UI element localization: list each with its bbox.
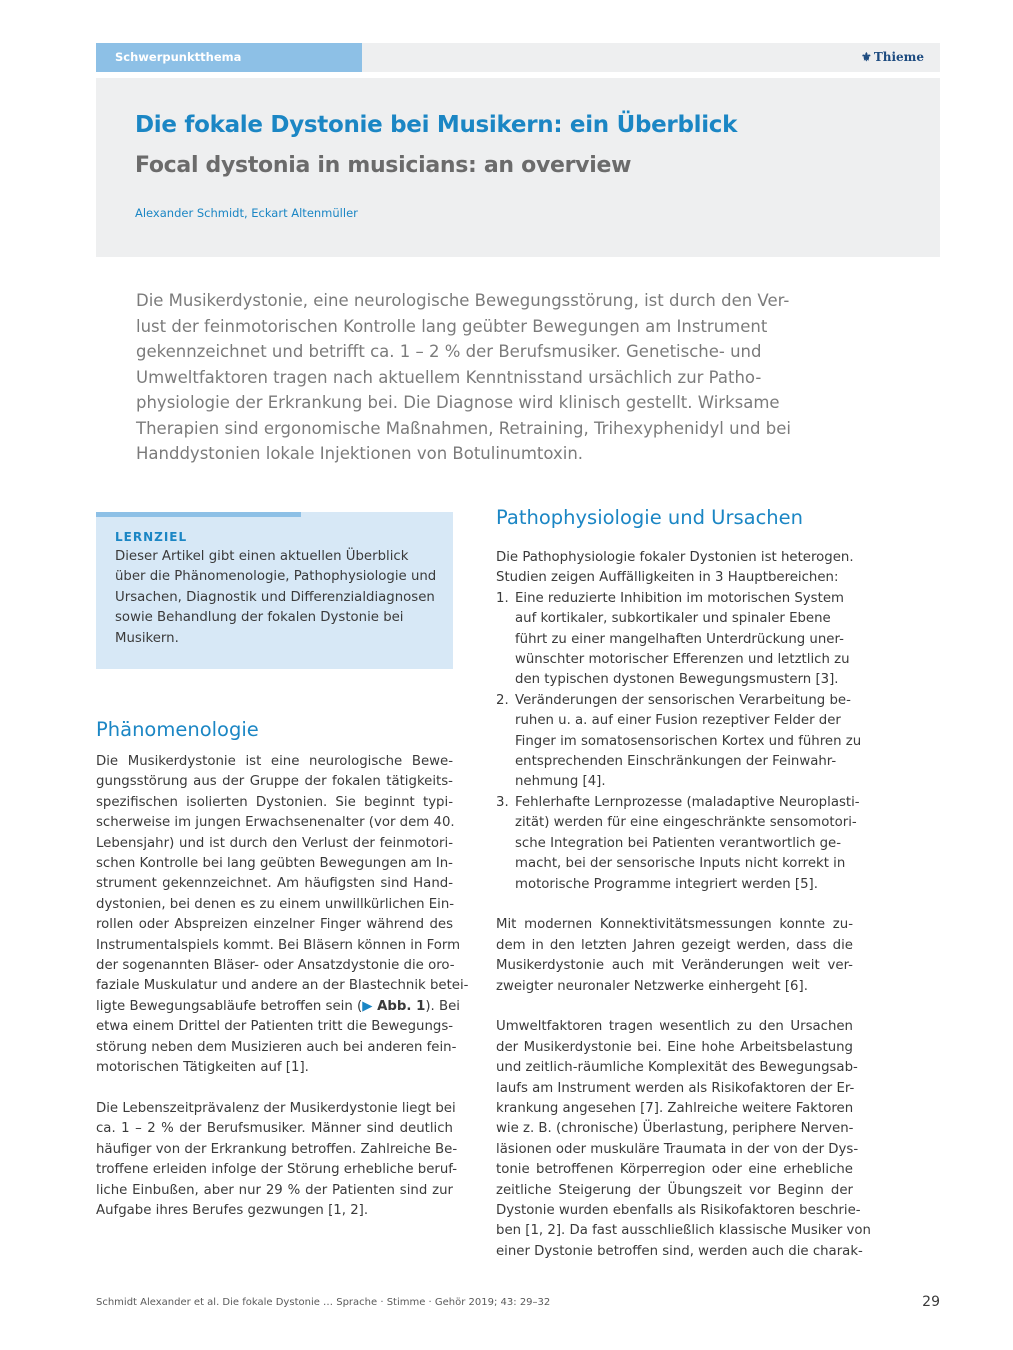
text-line: dem in den letzten Jahren gezeigt werden, dass die bbox=[496, 937, 853, 953]
text-line: sche Integration bei Patienten verantwortlich ge- bbox=[515, 835, 842, 851]
left-column-text bbox=[96, 752, 469, 1221]
text-line: der Musikerdystonie bei. Eine hohe Arbeitsbelastung bbox=[496, 1039, 853, 1055]
list-item-number: 2. bbox=[496, 692, 509, 708]
text-line: Studien zeigen Auffälligkeiten in 3 Hauptbereichen: bbox=[496, 570, 839, 586]
text-line: rollen oder Abspreizen einzelner Finger während des bbox=[96, 917, 453, 933]
header-bar bbox=[362, 43, 940, 72]
text-line: schen Kontrolle bei lang geübten Bewegungen am In- bbox=[96, 856, 453, 872]
text-line: laufs am Instrument werden als Risikofaktoren der Er- bbox=[496, 1080, 855, 1096]
text-line: faziale Muskulatur und andere an der Blastechnik betei- bbox=[96, 978, 469, 994]
arrow-right-icon: ▶ bbox=[362, 998, 373, 1014]
list-item bbox=[496, 589, 853, 691]
text-line: den typischen dystonen Bewegungsmustern [3]. bbox=[515, 672, 839, 688]
text-line: wünschter motorischer Efferenzen und letztlich zu bbox=[515, 652, 850, 668]
list-item-number: 3. bbox=[496, 794, 509, 810]
publisher-name: Thieme bbox=[873, 50, 924, 64]
text-line: dystonien, bei denen es zu einem unwillkürlichen Ein- bbox=[96, 896, 455, 912]
text-line: macht, bei der sensorische Inputs nicht korrekt in bbox=[515, 856, 846, 872]
text-line: störung neben dem Musizieren auch bei anderen fein- bbox=[96, 1039, 457, 1055]
text-line: etwa einem Drittel der Patienten tritt die Bewegungs- bbox=[96, 1019, 454, 1035]
text-line: führt zu einer mangelhaften Unterdrückung uner- bbox=[515, 631, 844, 647]
text-line: häufiger von der Erkrankung betroffen. Zahlreiche Be- bbox=[96, 1141, 458, 1157]
text-line: zität) werden für eine eingeschränkte sensomotori- bbox=[515, 815, 857, 831]
text-line: Handdystonien lokale Injektionen von Botulinumtoxin. bbox=[136, 444, 584, 463]
text-line: Die Lebenszeitprävalenz der Musikerdystonie liegt bei bbox=[96, 1100, 456, 1116]
right-column-text bbox=[496, 548, 871, 1262]
text-line: Eine reduzierte Inhibition im motorischen System bbox=[515, 590, 844, 606]
text-line: liche Einbußen, aber nur 29 % der Patienten sind zur bbox=[96, 1182, 453, 1198]
page-number: 29 bbox=[922, 1294, 940, 1310]
article-title-english: Focal dystonia in musicians: an overview bbox=[135, 153, 632, 178]
text-line: physiologie der Erkrankung bei. Die Diagnose wird klinisch gestellt. Wirksame bbox=[136, 393, 780, 412]
text-line: lust der feinmotorischen Kontrolle lang geübter Bewegungen am Instrument bbox=[136, 316, 768, 336]
text-line: Instrumentalspiels kommt. Bei Bläsern können in Form bbox=[96, 937, 461, 953]
text-line: Lebensjahr) und ist durch den Verlust der feinmotori- bbox=[96, 835, 453, 851]
text-line: der sogenannten Bläser- oder Ansatzdystonie die oro- bbox=[96, 958, 455, 974]
text-line: läsionen oder muskuläre Traumata in der von der Dys- bbox=[496, 1141, 859, 1157]
text-line: nehmung [4]. bbox=[515, 774, 606, 790]
text-line: Umweltfaktoren tragen wesentlich zu den Ursachen bbox=[496, 1019, 853, 1035]
text-line: Veränderungen der sensorischen Verarbeitung be- bbox=[515, 692, 851, 708]
text-line: krankung angesehen [7]. Zahlreiche weitere Faktoren bbox=[496, 1100, 854, 1116]
text-line: Dieser Artikel gibt einen aktuellen Überblick bbox=[115, 549, 409, 564]
list-item-number: 1. bbox=[496, 590, 509, 606]
text-line: Aufgabe ihres Berufes gezwungen [1, 2]. bbox=[96, 1202, 369, 1218]
text-line: ca. 1 – 2 % der Berufsmusiker. Männer sind deutlich bbox=[96, 1121, 453, 1137]
text-line: Die Musikerdystonie ist eine neurologische Bewe- bbox=[96, 754, 453, 769]
learning-goal-heading: LERNZIEL bbox=[115, 530, 188, 544]
text-line: einer Dystonie betroffen sind, werden auch die charak- bbox=[496, 1243, 863, 1259]
publisher-logo bbox=[861, 43, 924, 72]
text-line: motorische Programme integriert werden [5]. bbox=[515, 876, 818, 892]
text-line: zeitliche Steigerung der Übungszeit vor Beginn der bbox=[496, 1182, 853, 1198]
text-line: spezifischen isolierten Dystonien. Sie beginnt typi- bbox=[96, 794, 453, 810]
text-line: tonie betroffenen Körperregion oder eine erhebliche bbox=[496, 1162, 853, 1178]
text-line: Ursachen, Diagnostik und Differenzialdiagnosen bbox=[115, 589, 435, 605]
text-line: Musikerdystonie auch mit Veränderungen weit ver- bbox=[496, 958, 853, 974]
text-line: Dystonie wurden ebenfalls als Risikofaktoren beschrie- bbox=[496, 1202, 861, 1218]
text-line: ruhen u. a. auf einer Fusion rezeptiver Felder der bbox=[515, 713, 841, 729]
text-line: Mit modernen Konnektivitätsmessungen konnte zu- bbox=[496, 917, 853, 933]
text-line: entsprechenden Einschränkungen der Feinwahr- bbox=[515, 754, 837, 770]
title-block bbox=[96, 78, 940, 257]
learning-goal-box bbox=[96, 512, 453, 669]
section-heading-phaenomenologie: Phänomenologie bbox=[96, 718, 259, 741]
text-line: Umweltfaktoren tragen nach aktuellem Kenntnisstand ursächlich zur Patho- bbox=[136, 367, 762, 387]
text-line: zweigter neuronaler Netzwerke einhergeht [6]. bbox=[496, 978, 808, 994]
text-line: ligte Bewegungsabläufe betroffen sein (▶ Abb. 1). Bei bbox=[96, 998, 460, 1014]
text-line: Therapien sind ergonomische Maßnahmen, Retraining, Trihexyphenidyl und bei bbox=[136, 418, 791, 438]
text-line: gekennzeichnet und betrifft ca. 1 – 2 % der Berufsmusiker. Genetische- und bbox=[136, 342, 762, 361]
text-line: Fehlerhafte Lernprozesse (maladaptive Neuroplasti- bbox=[515, 794, 860, 810]
text-line: troffene erleiden infolge der Störung erhebliche beruf- bbox=[96, 1162, 458, 1178]
learning-goal-text bbox=[115, 547, 436, 649]
text-line: scherweise im jungen Erwachsenenalter (vor dem 40. bbox=[96, 815, 455, 831]
text-line: über die Phänomenologie, Pathophysiologie und bbox=[115, 569, 437, 585]
text-line: motorischen Tätigkeiten auf [1]. bbox=[96, 1060, 309, 1076]
thieme-logo-icon: ⚜ bbox=[861, 50, 872, 64]
text-line: Die Pathophysiologie fokaler Dystonien ist heterogen. bbox=[496, 550, 854, 565]
abstract bbox=[136, 288, 816, 467]
list-item bbox=[496, 793, 860, 895]
section-label: Schwerpunktthema bbox=[96, 43, 362, 72]
text-line: wie z. B. (chronische) Überlastung, periphere Nerven- bbox=[496, 1121, 854, 1137]
article-authors: Alexander Schmidt, Eckart Altenmüller bbox=[135, 206, 358, 220]
text-line: auf kortikaler, subkortikaler und spinaler Ebene bbox=[515, 611, 831, 627]
article-title-german: Die fokale Dystonie bei Musikern: ein Überblick bbox=[135, 112, 738, 138]
text-line: und zeitlich-räumliche Komplexität des Bewegungsab- bbox=[496, 1060, 858, 1076]
text-line: Musikern. bbox=[115, 630, 179, 646]
text-line: Die Musikerdystonie, eine neurologische Bewegungsstörung, ist durch den Ver- bbox=[136, 291, 790, 310]
text-line: sowie Behandlung der fokalen Dystonie bei bbox=[115, 610, 404, 626]
section-heading-pathophysiologie: Pathophysiologie und Ursachen bbox=[496, 506, 804, 529]
text-line: Finger im somatosensorischen Kortex und führen zu bbox=[515, 733, 862, 749]
figure-reference-link[interactable]: ▶ Abb. 1 bbox=[362, 998, 426, 1014]
text-line: ben [1, 2]. Da fast ausschließlich klassische Musiker von bbox=[496, 1223, 871, 1239]
text-line: gungsstörung aus der Gruppe der fokalen tätigkeits- bbox=[96, 774, 453, 790]
text-line: strument gekennzeichnet. Am häufigsten sind Hand- bbox=[96, 876, 453, 892]
footer-citation: Schmidt Alexander et al. Die fokale Dystonie … Sprache · Stimme · Gehör 2019; 43: 29–32 bbox=[96, 1297, 551, 1308]
list-item bbox=[496, 691, 862, 793]
learning-goal-accent-bar bbox=[96, 512, 301, 517]
